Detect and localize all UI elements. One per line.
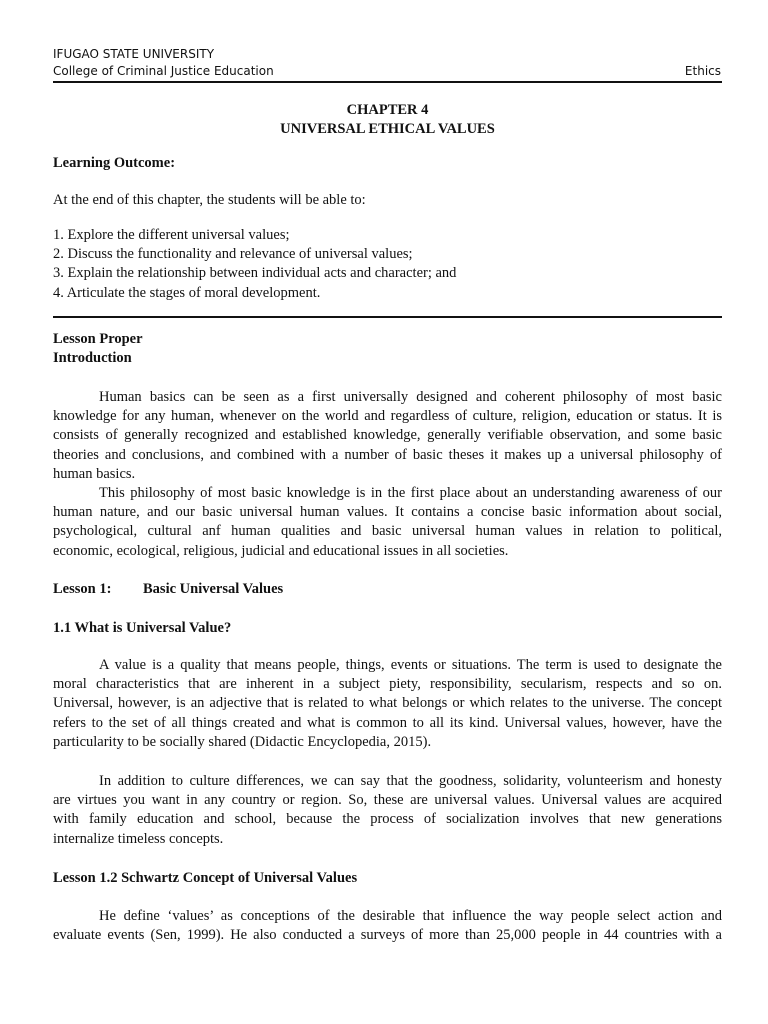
paragraph-line: moral characteristics that are inherent in a subject piety, responsibility, secularism, respects and so on.	[53, 676, 722, 693]
paragraph-line: theories and conclusions, and combined with a number of basic theses it makes up a universal philosophy of	[53, 446, 722, 463]
paragraph-line: with family education and school, because the process of socialization involves that new generations	[53, 811, 722, 828]
paragraph-line: Human basics can be seen as a first universally designed and coherent philosophy of most basic	[99, 389, 722, 405]
introduction-paragraph-2	[53, 484, 722, 561]
section-1-2-heading: Lesson 1.2 Schwartz Concept of Universal Values	[53, 870, 358, 886]
paragraph-line: This philosophy of most basic knowledge is in the first place about an understanding awareness of our	[99, 485, 722, 501]
paragraph-line: refers to the set of all things created and what is common to all its kind. Universal values, however, have the	[53, 714, 722, 731]
college-name: College of Criminal Justice Education	[53, 64, 274, 78]
outcome-item: 1. Explore the different universal values;	[53, 227, 290, 243]
subject-name: Ethics	[684, 64, 721, 78]
paragraph-line: human basics.	[53, 465, 136, 482]
page-header	[53, 46, 721, 80]
outcome-item: 4. Articulate the stages of moral development.	[53, 284, 321, 301]
paragraph-line: knowledge for any human, whenever on the world and regardless of culture, religion, education or status. It is	[53, 408, 722, 425]
paragraph-line: psychological, cultural anf human qualities and basic universal human values in relation to political,	[53, 523, 722, 540]
paragraph-line: Universal, however, is an adjective that is related to what belongs or which relates to the universe. The concept	[53, 695, 722, 712]
learning-outcome-heading: Learning Outcome:	[53, 155, 176, 171]
learning-outcome-intro: At the end of this chapter, the students will be able to:	[53, 192, 366, 208]
section-1-1-paragraph-2	[53, 772, 722, 849]
chapter-heading	[53, 101, 722, 139]
introduction-paragraph-1	[53, 388, 722, 484]
paragraph-line: economic, ecological, religious, judicial and educational issues in all societies.	[53, 542, 509, 559]
lesson-1-title: Basic Universal Values	[143, 581, 284, 597]
chapter-number: CHAPTER 4	[346, 102, 429, 118]
section-1-1-heading: 1.1 What is Universal Value?	[53, 620, 232, 636]
paragraph-line: A value is a quality that means people, things, events or situations. The term is used to designate the	[99, 657, 722, 673]
introduction-title: Introduction	[53, 350, 132, 367]
paragraph-line: internalize timeless concepts.	[53, 830, 224, 847]
outcome-item: 2. Discuss the functionality and relevance of universal values;	[53, 246, 413, 263]
section-divider	[53, 316, 722, 318]
paragraph-line: consists of generally recognized and established knowledge, generally verifiable observation, and some basic	[53, 427, 722, 444]
lesson-proper-title: Lesson Proper	[53, 331, 143, 347]
header-divider	[53, 81, 722, 83]
outcome-item: 3. Explain the relationship between individual acts and character; and	[53, 265, 457, 282]
paragraph-line: are virtues you want in any country or region. So, these are universal values. Universal values are acquired	[53, 792, 722, 809]
institution-name: IFUGAO STATE UNIVERSITY	[53, 47, 215, 61]
learning-outcome-list	[53, 226, 722, 303]
section-1-1-paragraph-1	[53, 656, 722, 752]
paragraph-line: In addition to culture differences, we can say that the goodness, solidarity, volunteerism and honesty	[99, 773, 722, 789]
paragraph-line: human nature, and our basic universal human values. It contains a concise basic information about social,	[53, 504, 722, 521]
paragraph-line: particularity to be socially shared (Didactic Encyclopedia, 2015).	[53, 733, 432, 750]
chapter-title: UNIVERSAL ETHICAL VALUES	[280, 121, 495, 137]
lesson-1-heading	[53, 580, 722, 599]
lesson-1-label: Lesson 1:	[53, 581, 112, 597]
lesson-proper-heading	[53, 330, 722, 368]
paragraph-line: He define ‘values’ as conceptions of the desirable that influence the way people select action and	[99, 908, 722, 924]
paragraph-line: evaluate events (Sen, 1999). He also conducted a surveys of more than 25,000 people in 44 countries with a	[53, 927, 722, 944]
section-1-2-paragraph-1	[53, 907, 722, 945]
